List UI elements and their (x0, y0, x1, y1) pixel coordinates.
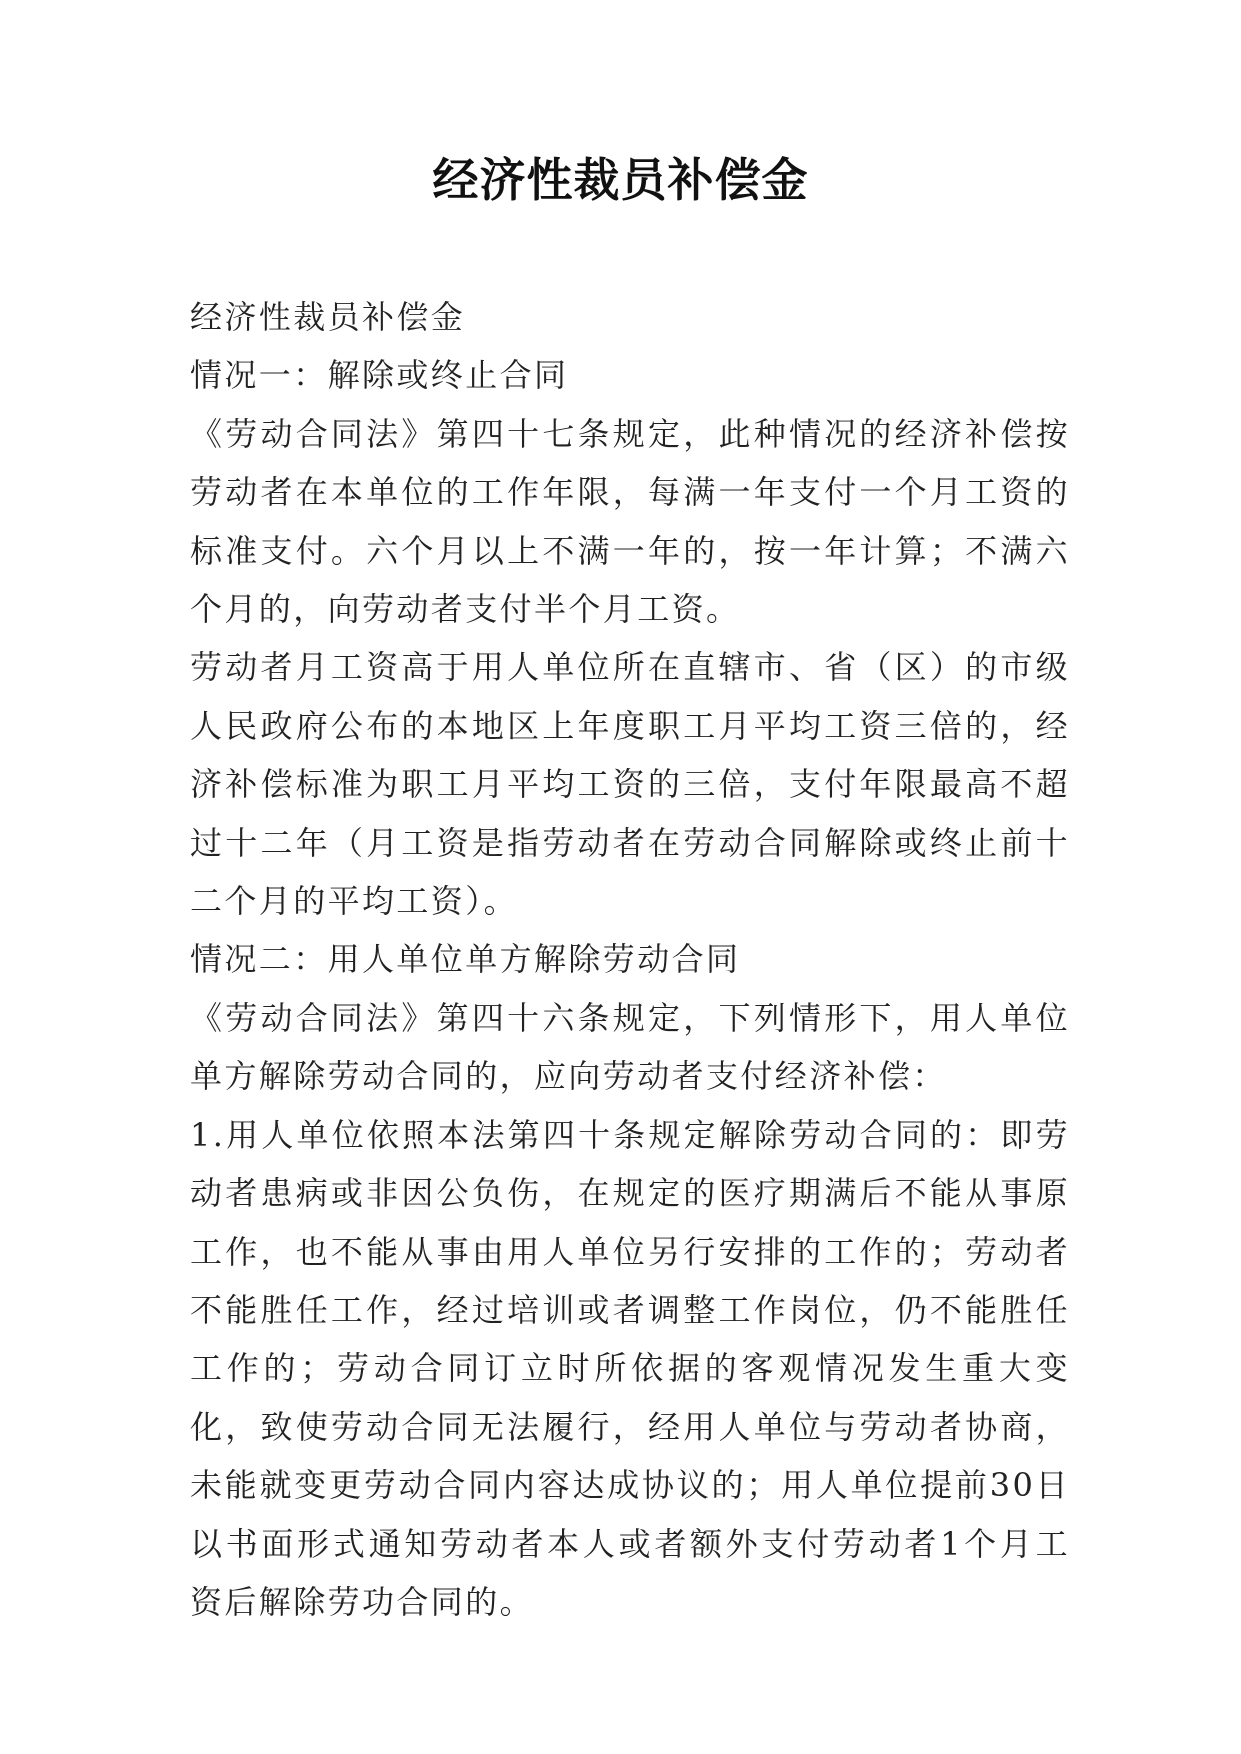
paragraph-subtitle: 经济性裁员补偿金 (190, 298, 466, 336)
document-body (190, 288, 1070, 1631)
document-title: 经济性裁员补偿金 (432, 153, 809, 207)
paragraph-case-one-heading: 情况一：解除或终止合同 (190, 356, 569, 395)
paragraph-article-46: 《劳动合同法》第四十六条规定，下列情形下，用人单位单方解除劳动合同的，应向劳动者支付经济补偿： (190, 998, 1070, 1096)
paragraph-salary-cap: 劳动者月工资高于用人单位所在直辖市、省（区）的市级人民政府公布的本地区上年度职工月平均工资三倍的，经济补偿标准为职工月平均工资的三倍，支付年限最高不超过十二年（月工资是指劳动者在劳动合同解除或终止前十二个月的平均工资）。 (190, 648, 1070, 921)
paragraph-item-1: 1.用人单位依照本法第四十条规定解除劳动合同的：即劳动者患病或非因公负伤，在规定的医疗期满后不能从事原工作，也不能从事由用人单位另行安排的工作的；劳动者不能胜任工作，经过培训或者调整工作岗位，仍不能胜任工作的；劳动合同订立时所依据的客观情况发生重大变化，致使劳动合同无法履行，经用人单位与劳动者协商，未能就变更劳动合同内容达成协议的；用人单位提前30日以书面形式通知劳动者本人或者额外支付劳动者1个月工资后解除劳功合同的。 (190, 1115, 1070, 1621)
paragraph-article-47: 《劳动合同法》第四十七条规定，此种情况的经济补偿按劳动者在本单位的工作年限，每满一年支付一个月工资的标准支付。六个月以上不满一年的，按一年计算；不满六个月的，向劳动者支付半个月工资。 (190, 414, 1070, 629)
paragraph-case-two-heading: 情况二：用人单位单方解除劳动合同 (190, 940, 741, 979)
